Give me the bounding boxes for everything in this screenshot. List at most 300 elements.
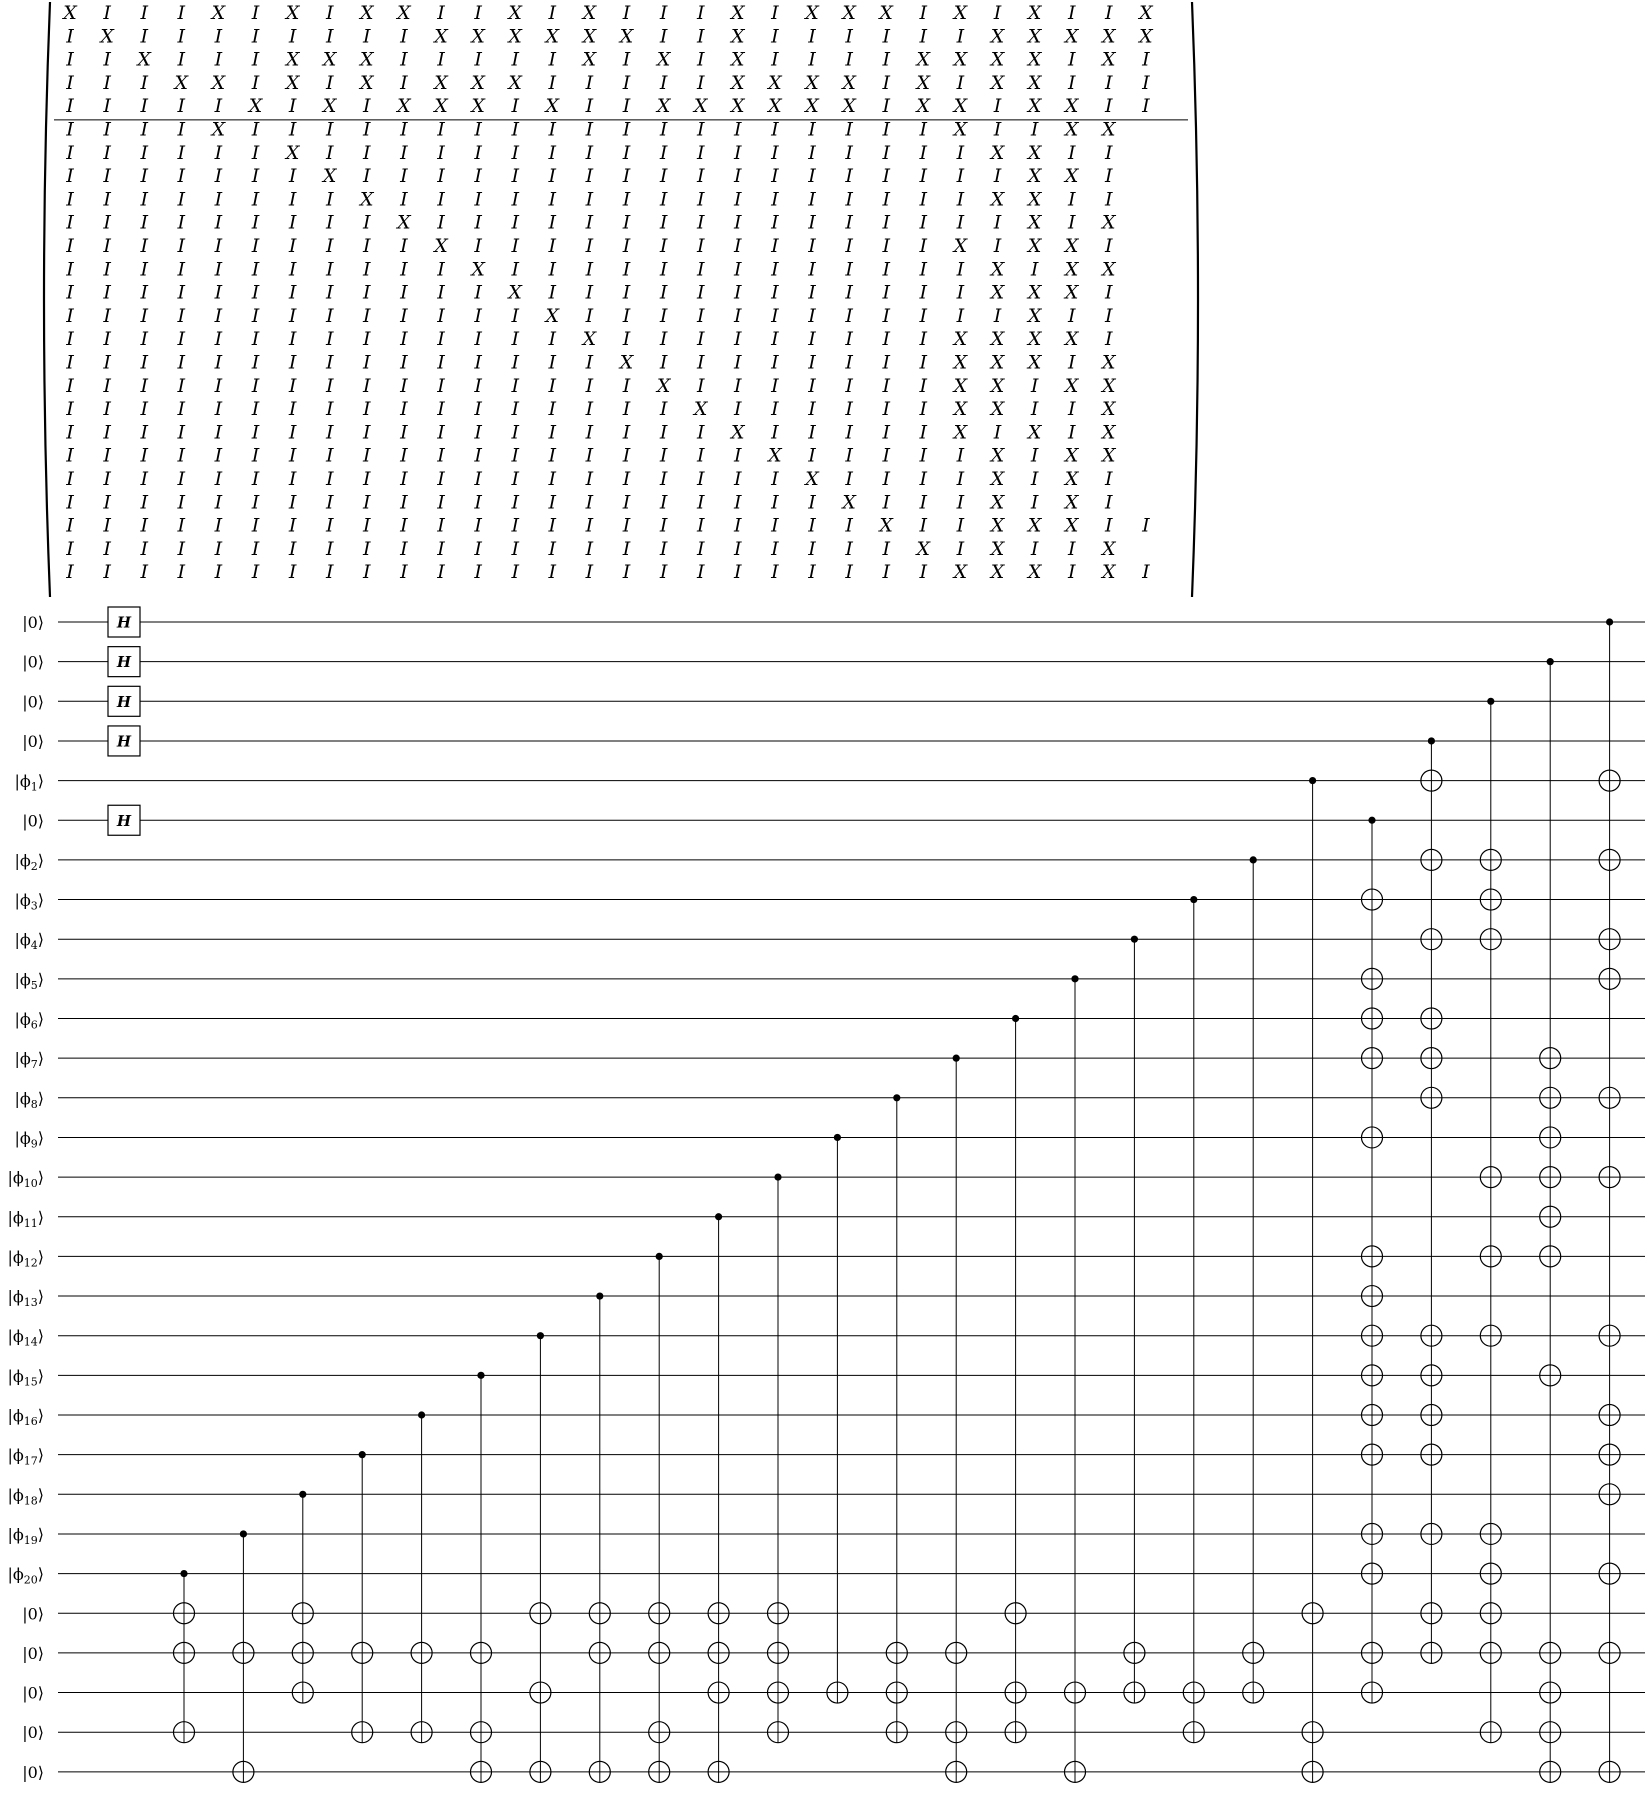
matrix-cell: X: [656, 48, 671, 71]
matrix-cell: I: [437, 48, 445, 71]
target-oplus: [1540, 1365, 1561, 1386]
matrix-cell: I: [363, 421, 371, 444]
wire-label: |0⟩: [22, 1604, 44, 1624]
matrix-cell: I: [808, 304, 816, 327]
matrix-cell: I: [325, 118, 334, 141]
target-oplus: [946, 1761, 967, 1782]
matrix-cell: I: [363, 25, 371, 48]
matrix-cell: I: [585, 304, 594, 327]
wire-label: $|\phi_{11}⟩$: [7, 1207, 44, 1230]
matrix-cell: I: [474, 351, 482, 374]
matrix-cell: I: [103, 374, 111, 397]
target-oplus: [589, 1642, 610, 1663]
matrix-cell: I: [511, 95, 519, 118]
matrix-cell: I: [325, 25, 334, 48]
matrix-cell: I: [1105, 95, 1113, 118]
matrix-cell: I: [140, 71, 148, 94]
matrix-cell: X: [990, 48, 1005, 71]
matrix-cell: I: [251, 398, 260, 421]
matrix-cell: I: [622, 211, 631, 234]
matrix-cell: I: [214, 537, 223, 560]
matrix-cell: I: [363, 211, 371, 234]
matrix-cell: I: [882, 468, 890, 490]
matrix-cell: I: [956, 165, 965, 188]
matrix-cell: X: [619, 25, 634, 48]
hadamard-label: H: [116, 811, 132, 830]
wire-label: $|\phi_{18}⟩$: [7, 1485, 44, 1508]
target-oplus: [1421, 849, 1442, 870]
target-oplus: [233, 1642, 254, 1663]
matrix-cell: I: [659, 235, 668, 257]
matrix-row: [65, 538, 1117, 560]
matrix-cell: I: [845, 468, 853, 490]
matrix-cell: X: [322, 165, 337, 188]
matrix-cell: I: [251, 304, 260, 327]
matrix-cell: I: [288, 444, 297, 467]
matrix-cell: I: [845, 421, 853, 444]
target-oplus: [1421, 929, 1442, 950]
matrix-cell: I: [66, 561, 74, 584]
matrix-cell: I: [659, 328, 668, 351]
matrix-cell: I: [585, 468, 594, 490]
matrix-cell: I: [993, 421, 1002, 444]
target-oplus: [1243, 1682, 1264, 1703]
matrix-cell: I: [845, 211, 853, 234]
matrix-cell: I: [177, 491, 186, 514]
matrix-cell: I: [696, 491, 705, 514]
matrix-cell: I: [1067, 188, 1076, 211]
matrix-cell: I: [845, 235, 853, 257]
matrix-cell: X: [731, 71, 745, 94]
matrix-cell: I: [585, 281, 594, 304]
matrix-cell: X: [990, 374, 1005, 397]
target-oplus: [1005, 1603, 1026, 1624]
matrix-cell: I: [622, 2, 631, 24]
matrix-cell: I: [919, 304, 928, 327]
matrix-cell: X: [916, 537, 931, 560]
matrix-cell: I: [696, 188, 705, 211]
matrix-cell: X: [285, 71, 300, 94]
matrix-cell: I: [1067, 537, 1076, 560]
matrix-cell: I: [251, 514, 260, 537]
matrix-cell: I: [882, 95, 890, 118]
matrix-cell: I: [140, 258, 148, 281]
stabilizer-matrix: [0, 0, 1652, 600]
matrix-cell: X: [63, 2, 77, 24]
target-oplus: [1302, 1722, 1323, 1743]
matrix-cell: X: [1064, 235, 1079, 257]
matrix-cell: I: [177, 514, 186, 537]
matrix-cell: I: [363, 95, 371, 118]
matrix-cell: X: [990, 514, 1005, 537]
matrix-cell: I: [1067, 561, 1076, 584]
matrix-cell: I: [1067, 71, 1076, 94]
target-oplus: [1362, 1444, 1383, 1465]
matrix-cell: X: [1102, 258, 1116, 281]
target-oplus: [1243, 1642, 1264, 1663]
matrix-cell: I: [474, 561, 482, 584]
matrix-cell: I: [140, 2, 148, 24]
matrix-cell: I: [177, 95, 186, 118]
matrix-cell: X: [434, 25, 448, 48]
target-oplus: [411, 1722, 432, 1743]
matrix-cell: I: [511, 304, 519, 327]
matrix-cell: I: [956, 281, 965, 304]
matrix-cell: I: [919, 281, 928, 304]
matrix-cell: I: [474, 468, 482, 490]
matrix-cell: X: [990, 258, 1005, 281]
matrix-cell: I: [325, 71, 334, 94]
cnot-column: [1243, 856, 1264, 1703]
wire-label: |0⟩: [22, 652, 44, 672]
matrix-row: [65, 72, 1150, 94]
matrix-cell: I: [919, 444, 928, 467]
control-dot: [834, 1134, 841, 1141]
matrix-cell: X: [434, 95, 448, 118]
matrix-cell: I: [548, 491, 557, 514]
matrix-cell: I: [474, 165, 482, 188]
matrix-cell: X: [1102, 48, 1116, 71]
matrix-cell: I: [325, 258, 334, 281]
matrix-cell: X: [582, 328, 597, 351]
matrix-cell: I: [288, 95, 297, 118]
matrix-cell: I: [696, 514, 705, 537]
control-dot: [715, 1213, 722, 1220]
matrix-cell: I: [251, 537, 260, 560]
target-oplus: [1480, 1563, 1501, 1584]
target-oplus: [1540, 1127, 1561, 1148]
matrix-cell: I: [511, 211, 519, 234]
target-oplus: [1362, 1325, 1383, 1346]
matrix-cell: I: [288, 421, 297, 444]
control-dot: [240, 1530, 247, 1537]
matrix-cell: X: [990, 188, 1005, 211]
matrix-cell: I: [214, 328, 223, 351]
matrix-cell: I: [511, 141, 519, 164]
matrix-cell: I: [622, 188, 631, 211]
control-dot: [1309, 777, 1316, 784]
target-oplus: [886, 1722, 907, 1743]
matrix-cell: X: [990, 468, 1005, 490]
matrix-cell: I: [103, 421, 111, 444]
matrix-cell: I: [363, 374, 371, 397]
matrix-cell: I: [771, 468, 779, 490]
matrix-cell: I: [696, 351, 705, 374]
matrix-cell: X: [1102, 118, 1116, 141]
matrix-cell: X: [1027, 514, 1042, 537]
cnot-column: [589, 1292, 610, 1782]
matrix-cell: I: [363, 444, 371, 467]
matrix-cell: I: [400, 235, 408, 257]
control-dot: [1606, 618, 1613, 625]
matrix-cell: X: [360, 188, 374, 211]
matrix-cell: I: [437, 118, 445, 141]
matrix-cell: I: [511, 491, 519, 514]
matrix-cell: I: [919, 514, 928, 537]
matrix-cell: I: [919, 25, 928, 48]
target-oplus: [1124, 1682, 1145, 1703]
cnot-column: [1302, 777, 1323, 1782]
matrix-cell: I: [771, 258, 779, 281]
matrix-cell: I: [771, 235, 779, 257]
matrix-cell: I: [882, 258, 890, 281]
matrix-cell: I: [511, 514, 519, 537]
matrix-cell: I: [511, 328, 519, 351]
cnot-column: [292, 1491, 313, 1703]
matrix-cell: I: [659, 537, 668, 560]
control-dot: [1131, 936, 1138, 943]
matrix-cell: I: [177, 118, 186, 141]
matrix-cell: I: [400, 281, 408, 304]
matrix-cell: I: [808, 374, 816, 397]
matrix-cell: I: [808, 235, 816, 257]
matrix-cell: I: [474, 235, 482, 257]
control-dot: [299, 1491, 306, 1498]
matrix-cell: I: [734, 118, 742, 141]
matrix-cell: I: [734, 188, 742, 211]
matrix-cell: I: [845, 25, 853, 48]
matrix-cell: X: [582, 2, 597, 24]
matrix-cell: I: [622, 141, 631, 164]
target-oplus: [1421, 1444, 1442, 1465]
matrix-cell: I: [251, 374, 260, 397]
wire-label: $|\phi_9⟩$: [14, 1128, 44, 1151]
target-oplus: [1599, 849, 1620, 870]
matrix-cell: I: [400, 48, 408, 71]
matrix-cell: I: [882, 141, 890, 164]
control-dot: [656, 1253, 663, 1260]
matrix-cell: I: [845, 141, 853, 164]
matrix-cell: I: [103, 188, 111, 211]
matrix-cell: I: [808, 258, 816, 281]
matrix-cell: I: [511, 165, 519, 188]
matrix-cell: I: [214, 561, 223, 584]
matrix-cell: I: [140, 421, 148, 444]
matrix-row: [65, 328, 1113, 350]
matrix-cell: I: [437, 374, 445, 397]
matrix-cell: I: [437, 328, 445, 351]
matrix-cell: I: [696, 141, 705, 164]
matrix-cell: I: [585, 235, 594, 257]
matrix-cell: I: [251, 48, 260, 71]
matrix-cell: X: [990, 444, 1005, 467]
target-oplus: [708, 1642, 729, 1663]
matrix-cell: I: [585, 537, 594, 560]
target-oplus: [1599, 1325, 1620, 1346]
matrix-cell: I: [177, 235, 186, 257]
matrix-svg: [0, 0, 1652, 600]
matrix-cell: I: [325, 2, 334, 24]
matrix-cell: X: [1027, 71, 1042, 94]
matrix-cell: X: [508, 2, 522, 24]
matrix-cell: I: [734, 491, 742, 514]
matrix-cell: I: [882, 328, 890, 351]
matrix-cell: X: [953, 235, 968, 257]
matrix-cell: X: [990, 561, 1005, 584]
matrix-cell: I: [437, 514, 445, 537]
matrix-cell: I: [622, 514, 631, 537]
target-oplus: [1362, 889, 1383, 910]
matrix-cell: I: [659, 281, 668, 304]
matrix-cell: I: [66, 48, 74, 71]
matrix-cell: I: [585, 514, 594, 537]
matrix-cell: I: [66, 71, 74, 94]
target-oplus: [1599, 1444, 1620, 1465]
matrix-cell: I: [585, 71, 594, 94]
matrix-cell: I: [400, 537, 408, 560]
matrix-cell: X: [1064, 118, 1079, 141]
matrix-cell: I: [66, 328, 74, 351]
matrix-cell: I: [771, 514, 779, 537]
target-oplus: [1362, 1642, 1383, 1663]
matrix-cell: I: [214, 468, 223, 490]
target-oplus: [471, 1642, 492, 1663]
target-oplus: [1480, 1603, 1501, 1624]
matrix-cell: I: [251, 71, 260, 94]
target-oplus: [1005, 1722, 1026, 1743]
matrix-cell: X: [137, 48, 151, 71]
matrix-cell: I: [845, 351, 853, 374]
matrix-cell: I: [845, 514, 853, 537]
matrix-cell: I: [474, 2, 482, 24]
matrix-cell: I: [919, 561, 928, 584]
matrix-cell: I: [808, 118, 816, 141]
matrix-cell: I: [808, 421, 816, 444]
matrix-cell: I: [845, 328, 853, 351]
matrix-cell: I: [585, 374, 594, 397]
target-oplus: [649, 1761, 670, 1782]
matrix-cell: I: [288, 211, 297, 234]
matrix-cell: I: [845, 48, 853, 71]
matrix-cell: I: [659, 421, 668, 444]
matrix-cell: I: [66, 537, 74, 560]
matrix-cell: I: [956, 444, 965, 467]
matrix-cell: I: [1030, 491, 1039, 514]
matrix-cell: X: [731, 25, 745, 48]
matrix-cell: I: [400, 398, 408, 421]
matrix-cell: X: [360, 71, 374, 94]
matrix-cell: I: [437, 304, 445, 327]
matrix-cell: X: [1064, 165, 1079, 188]
target-oplus: [1540, 1206, 1561, 1227]
matrix-cell: I: [548, 188, 557, 211]
matrix-cell: I: [919, 165, 928, 188]
matrix-cell: X: [656, 374, 671, 397]
matrix-cell: I: [474, 141, 482, 164]
matrix-cell: I: [437, 444, 445, 467]
matrix-cell: I: [548, 211, 557, 234]
matrix-cell: X: [990, 537, 1005, 560]
matrix-cell: X: [285, 141, 300, 164]
matrix-cell: I: [400, 71, 408, 94]
matrix-cell: I: [511, 48, 519, 71]
matrix-cell: I: [622, 328, 631, 351]
target-oplus: [708, 1682, 729, 1703]
matrix-left-bracket: [44, 2, 50, 597]
matrix-cell: I: [1067, 211, 1076, 234]
matrix-cell: I: [585, 398, 594, 421]
matrix-cell: X: [322, 48, 337, 71]
target-oplus: [1124, 1642, 1145, 1663]
target-oplus: [471, 1722, 492, 1743]
matrix-cell: I: [400, 491, 408, 514]
target-oplus: [1362, 1682, 1383, 1703]
quantum-circuit: [0, 600, 1652, 1790]
matrix-cell: I: [140, 561, 148, 584]
target-oplus: [233, 1761, 254, 1782]
matrix-cell: I: [919, 258, 928, 281]
matrix-cell: X: [471, 258, 485, 281]
matrix-cell: I: [622, 561, 631, 584]
matrix-cell: X: [1064, 95, 1079, 118]
matrix-row: [65, 258, 1117, 280]
matrix-cell: I: [734, 211, 742, 234]
matrix-cell: I: [66, 468, 74, 490]
matrix-cell: I: [288, 235, 297, 257]
matrix-cell: I: [400, 25, 408, 48]
matrix-cell: I: [140, 491, 148, 514]
matrix-cell: I: [622, 468, 631, 490]
wire-label: |0⟩: [22, 1643, 44, 1663]
target-oplus: [1540, 1167, 1561, 1188]
matrix-cell: I: [177, 561, 186, 584]
matrix-cell: I: [103, 235, 111, 257]
hadamard-label: H: [116, 732, 132, 751]
matrix-cell: I: [140, 398, 148, 421]
matrix-cell: I: [585, 258, 594, 281]
matrix-cell: I: [177, 48, 186, 71]
matrix-cell: I: [437, 141, 445, 164]
matrix-cell: I: [696, 444, 705, 467]
matrix-cell: X: [1102, 398, 1116, 421]
matrix-cell: I: [288, 304, 297, 327]
matrix-cell: I: [325, 235, 334, 257]
matrix-cell: X: [731, 421, 745, 444]
matrix-cell: I: [548, 537, 557, 560]
matrix-cell: I: [622, 235, 631, 257]
matrix-cell: I: [66, 258, 74, 281]
target-oplus: [174, 1642, 195, 1663]
matrix-cell: I: [808, 491, 816, 514]
wire-label: |0⟩: [22, 1723, 44, 1743]
matrix-cell: I: [400, 561, 408, 584]
matrix-row: [65, 282, 1113, 304]
matrix-cell: I: [845, 444, 853, 467]
matrix-cell: I: [103, 444, 111, 467]
target-oplus: [1540, 1048, 1561, 1069]
matrix-cell: I: [734, 141, 742, 164]
matrix-cell: X: [1102, 374, 1116, 397]
target-oplus: [1065, 1761, 1086, 1782]
matrix-cell: I: [585, 491, 594, 514]
target-oplus: [1421, 1642, 1442, 1663]
matrix-cell: X: [1064, 468, 1079, 490]
matrix-cell: I: [771, 141, 779, 164]
matrix-cell: X: [805, 468, 819, 490]
matrix-cell: I: [696, 328, 705, 351]
target-oplus: [352, 1722, 373, 1743]
matrix-cell: I: [659, 561, 668, 584]
matrix-cell: I: [251, 561, 260, 584]
matrix-cell: I: [993, 235, 1002, 257]
matrix-cell: X: [953, 118, 968, 141]
matrix-cell: I: [437, 468, 445, 490]
matrix-cell: I: [363, 141, 371, 164]
matrix-cell: I: [659, 491, 668, 514]
matrix-cell: X: [1027, 141, 1042, 164]
matrix-cell: I: [845, 398, 853, 421]
matrix-cell: I: [734, 258, 742, 281]
